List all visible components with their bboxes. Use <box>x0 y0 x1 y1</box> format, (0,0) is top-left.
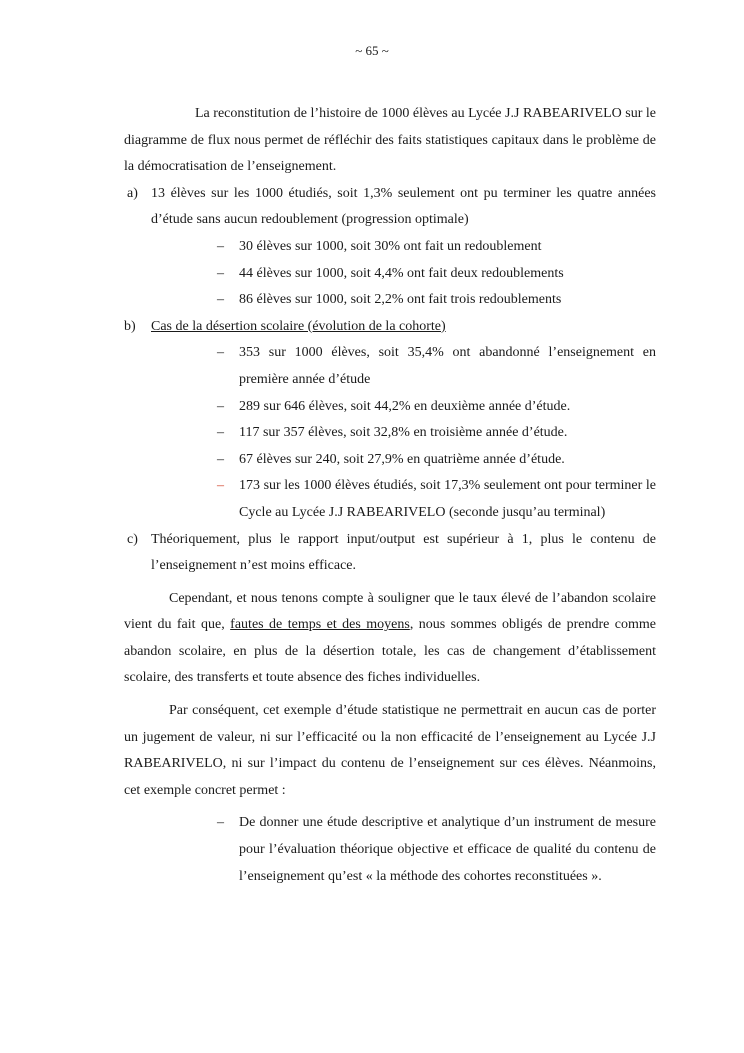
list-item-b <box>124 314 656 341</box>
list-label-c: c) <box>127 531 138 547</box>
dash-icon: – <box>217 425 224 441</box>
dash-icon: – <box>217 451 224 467</box>
paragraph-par-consequent: Par conséquent, cet exemple d’étude statistique ne permettrait en aucun cas de porter un jugement de valeur, ni sur l’efficacité ou la non efficacité de l’enseignement au Lycée J.J RABEARIVELO, ni sur l’impact du contenu de l’enseignement sur ces élèves. Néanmoins, cet exemple concret permet : <box>124 703 656 798</box>
list-text-a: 13 élèves sur les 1000 étudiés, soit 1,3% seulement ont pu terminer les quatre années d’étude sans aucun redoublement (progression optimale) <box>151 185 656 228</box>
page-number: ~ 65 ~ <box>355 43 389 58</box>
dash-icon: – <box>217 345 224 361</box>
list-title-b: Cas de la désertion scolaire (évolution de la cohorte) <box>151 318 446 334</box>
dash-icon: – <box>217 238 224 254</box>
dash-icon: – <box>217 292 224 308</box>
dash-icon: – <box>217 265 224 281</box>
bullet-a-1: – 30 élèves sur 1000, soit 30% ont fait un redoublement <box>124 234 656 261</box>
list-item-a <box>124 181 656 234</box>
bullet-b-1: – 353 sur 1000 élèves, soit 35,4% ont abandonné l’enseignement en première année d’étude <box>124 340 656 393</box>
underlined-phrase: fautes de temps et des moyens <box>230 617 410 633</box>
bullet-b-5: – 173 sur les 1000 élèves étudiés, soit 17,3% seulement ont pour terminer le Cycle au Lycée J.J RABEARIVELO (seconde jusqu’au terminal) <box>124 473 656 526</box>
bullet-b-2: – 289 sur 646 élèves, soit 44,2% en deuxième année d’étude. <box>124 394 656 421</box>
intro-paragraph: La reconstitution de l’histoire de 1000 élèves au Lycée J.J RABEARIVELO sur le diagramme de flux nous permet de réfléchir des faits statistiques capitaux dans le problème de la démocratisation de l’enseignement. <box>124 106 656 175</box>
bullet-a-3: – 86 élèves sur 1000, soit 2,2% ont fait trois redoublements <box>124 287 656 314</box>
list-label-a: a) <box>127 185 138 201</box>
final-bullet: – De donner une étude descriptive et analytique d’un instrument de mesure pour l’évaluation théorique objective et efficace de qualité du contenu de l’enseignement qu’est « la méthode des cohortes reconstituées ». <box>124 810 656 890</box>
bullet-a-2: – 44 élèves sur 1000, soit 4,4% ont fait deux redoublements <box>124 261 656 288</box>
dash-icon: – <box>217 398 224 414</box>
dash-icon: – <box>217 815 224 831</box>
list-item-c <box>124 527 656 580</box>
dash-icon: – <box>217 478 224 494</box>
list-label-b: b) <box>124 318 136 334</box>
paragraph-cependant: Cependant, et nous tenons compte à souligner que le taux élevé de l’abandon scolaire vient du fait que, fautes de temps et des moyens, nous sommes obligés de prendre comme abandon scolaire, en plus de la désertion totale, les cas de changement d’établissement scolaire, des transferts et toute absence des fiches individuelles. <box>124 590 656 686</box>
bullet-b-4: – 67 élèves sur 240, soit 27,9% en quatrième année d’étude. <box>124 447 656 474</box>
page-body <box>124 101 656 890</box>
list-text-c: Théoriquement, plus le rapport input/output est supérieur à 1, plus le contenu de l’enseignement n’est moins efficace. <box>151 531 656 574</box>
bullet-b-3: – 117 sur 357 élèves, soit 32,8% en troisième année d’étude. <box>124 420 656 447</box>
